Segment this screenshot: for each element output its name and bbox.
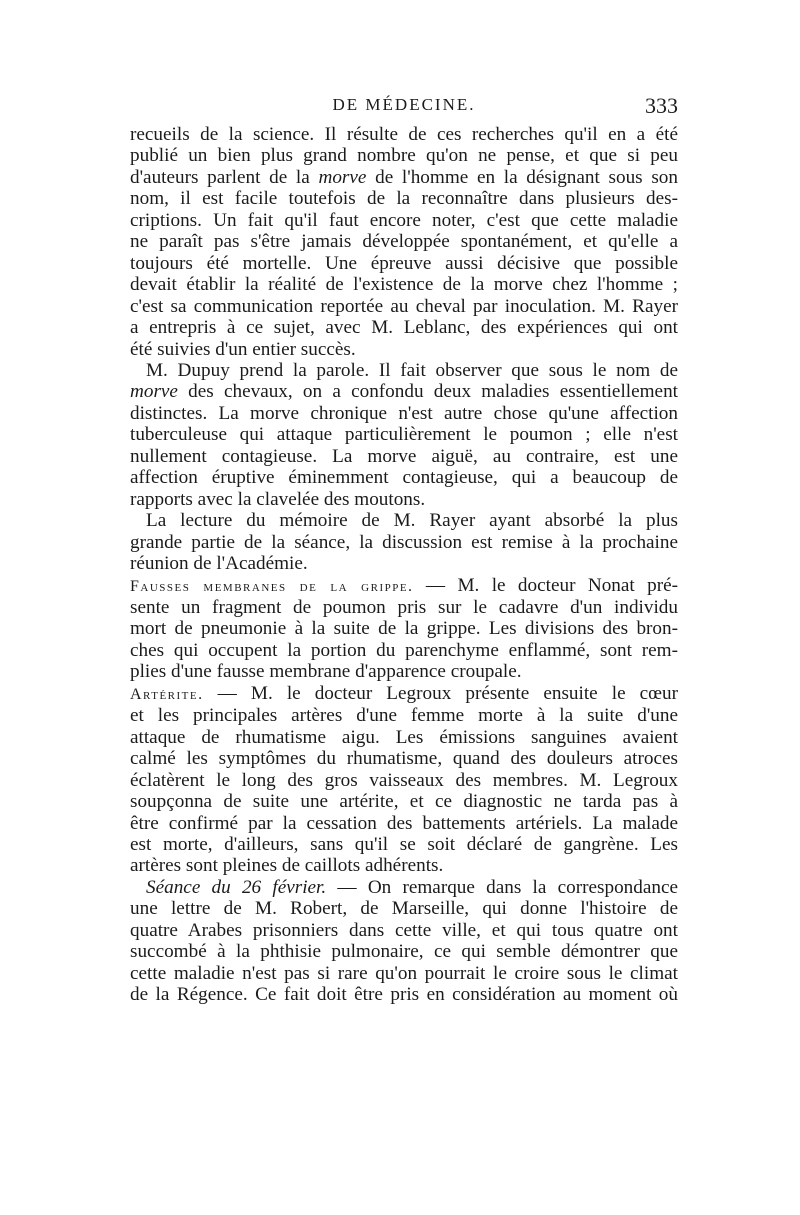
text-line: recueils de la science. Il résulte de ces recherches qu'il en a été: [130, 124, 678, 145]
running-head: DE MÉDECINE.: [332, 95, 476, 114]
text-line: rapports avec la clavelée des moutons.: [130, 488, 426, 510]
text-line: ne paraît pas s'être jamais développée spontanément, et qu'elle a: [130, 231, 678, 253]
text-line: nom, il est facile toutefois de la reconnaître dans plusieurs des-: [130, 188, 678, 210]
text-line: criptions. Un fait qu'il faut encore noter, c'est que cette maladie: [130, 209, 678, 231]
text-line: plies d'une fausse membrane d'apparence croupale.: [130, 661, 522, 683]
text-line: c'est sa communication reportée au cheval par inoculation. M. Rayer: [130, 295, 678, 317]
text-line: quatre Arabes prisonniers dans cette ville, et qui tous quatre ont: [130, 919, 678, 941]
text-line: réunion de l'Académie.: [130, 553, 308, 575]
text-line: [130, 575, 678, 597]
text-fragment: d'auteurs parlent de la: [130, 166, 319, 188]
text-line: tuberculeuse qui attaque particulièrement le poumon ; elle n'est: [130, 424, 678, 446]
text-line: sente un fragment de poumon pris sur le cadavre d'un individu: [130, 596, 678, 618]
text-line: de la Régence. Ce fait doit être pris en considération au moment où: [130, 984, 678, 1006]
text-line: [130, 683, 678, 705]
text-line: affection éruptive éminemment contagieuse, qui a beaucoup de: [130, 467, 678, 489]
text-line: mort de pneumonie à la suite de la grippe. Les divisions des bron-: [130, 618, 678, 640]
section-heading: Fausses membranes de la grippe.: [130, 577, 414, 595]
text-line: [130, 381, 678, 402]
text-line: [130, 167, 678, 188]
text-line: éclatèrent le long des gros vaisseaux des membres. M. Legroux: [130, 769, 678, 791]
page-number: 333: [645, 93, 678, 118]
paragraph: [130, 877, 678, 1006]
text-line: et les principales artères d'une femme morte à la suite d'une: [130, 705, 678, 727]
text-line: succombé à la phthisie pulmonaire, ce qui semble démontrer que: [130, 941, 678, 963]
page-body: [130, 124, 678, 1006]
page-header: [130, 93, 678, 123]
text-fragment: — M. le docteur Nonat pré-: [413, 574, 678, 596]
text-fragment: de l'homme en la désignant sous son: [366, 166, 678, 188]
text-line: M. Dupuy prend la parole. Il fait observer que sous le nom de: [146, 359, 678, 381]
paragraph: [130, 575, 678, 683]
text-line: soupçonna de suite une artérite, et ce diagnostic ne tarda pas à: [130, 791, 678, 813]
italic-lead: Séance du 26 février.: [146, 876, 327, 898]
text-line: a entrepris à ce sujet, avec M. Leblanc, des expériences qui ont: [130, 317, 678, 339]
text-fragment: des chevaux, on a confondu deux maladies essentiellement: [177, 381, 678, 403]
text-line: publié un bien plus grand nombre qu'on ne pense, et que si peu: [130, 145, 678, 167]
paragraph: [130, 510, 678, 574]
text-line: devait établir la réalité de l'existence de la morve chez l'homme ;: [130, 274, 678, 296]
italic-term: morve: [318, 166, 367, 188]
paragraph: [130, 124, 678, 360]
text-line: La lecture du mémoire de M. Rayer ayant absorbé la plus: [146, 510, 678, 532]
text-line: cette maladie n'est pas si rare qu'on pourrait le croire sous le climat: [130, 962, 678, 984]
italic-term: morve: [130, 381, 178, 403]
text-line: ches qui occupent la portion du parenchyme enflammé, sont rem-: [130, 639, 678, 661]
text-line: est morte, d'ailleurs, sans qu'il se soit déclaré de gangrène. Les: [130, 833, 678, 855]
text-line: [130, 877, 678, 898]
text-line: attaque de rhumatisme aigu. Les émissions sanguines avaient: [130, 726, 678, 748]
text-line: calmé les symptômes du rhumatisme, quand des douleurs atroces: [130, 748, 678, 770]
text-line: une lettre de M. Robert, de Marseille, qui donne l'histoire de: [130, 898, 678, 920]
text-line: artères sont pleines de caillots adhérents.: [130, 855, 444, 877]
text-line: distinctes. La morve chronique n'est autre chose qu'une affection: [130, 402, 678, 424]
text-line: toujours été mortelle. Une épreuve aussi décisive que possible: [130, 252, 678, 274]
text-fragment: — M. le docteur Legroux présente ensuite le cœur: [203, 682, 678, 704]
paragraph: [130, 360, 678, 510]
text-line: été suivies d'un entier succès.: [130, 338, 356, 360]
text-line: être confirmé par la cessation des battements artériels. La malade: [130, 812, 678, 834]
text-line: grande partie de la séance, la discussion est remise à la prochaine: [130, 531, 678, 553]
section-heading: Artérite.: [130, 685, 204, 703]
text-fragment: — On remarque dans la correspondance: [326, 876, 678, 898]
paragraph: [130, 683, 678, 877]
text-line: nullement contagieuse. La morve aiguë, au contraire, est une: [130, 445, 678, 467]
